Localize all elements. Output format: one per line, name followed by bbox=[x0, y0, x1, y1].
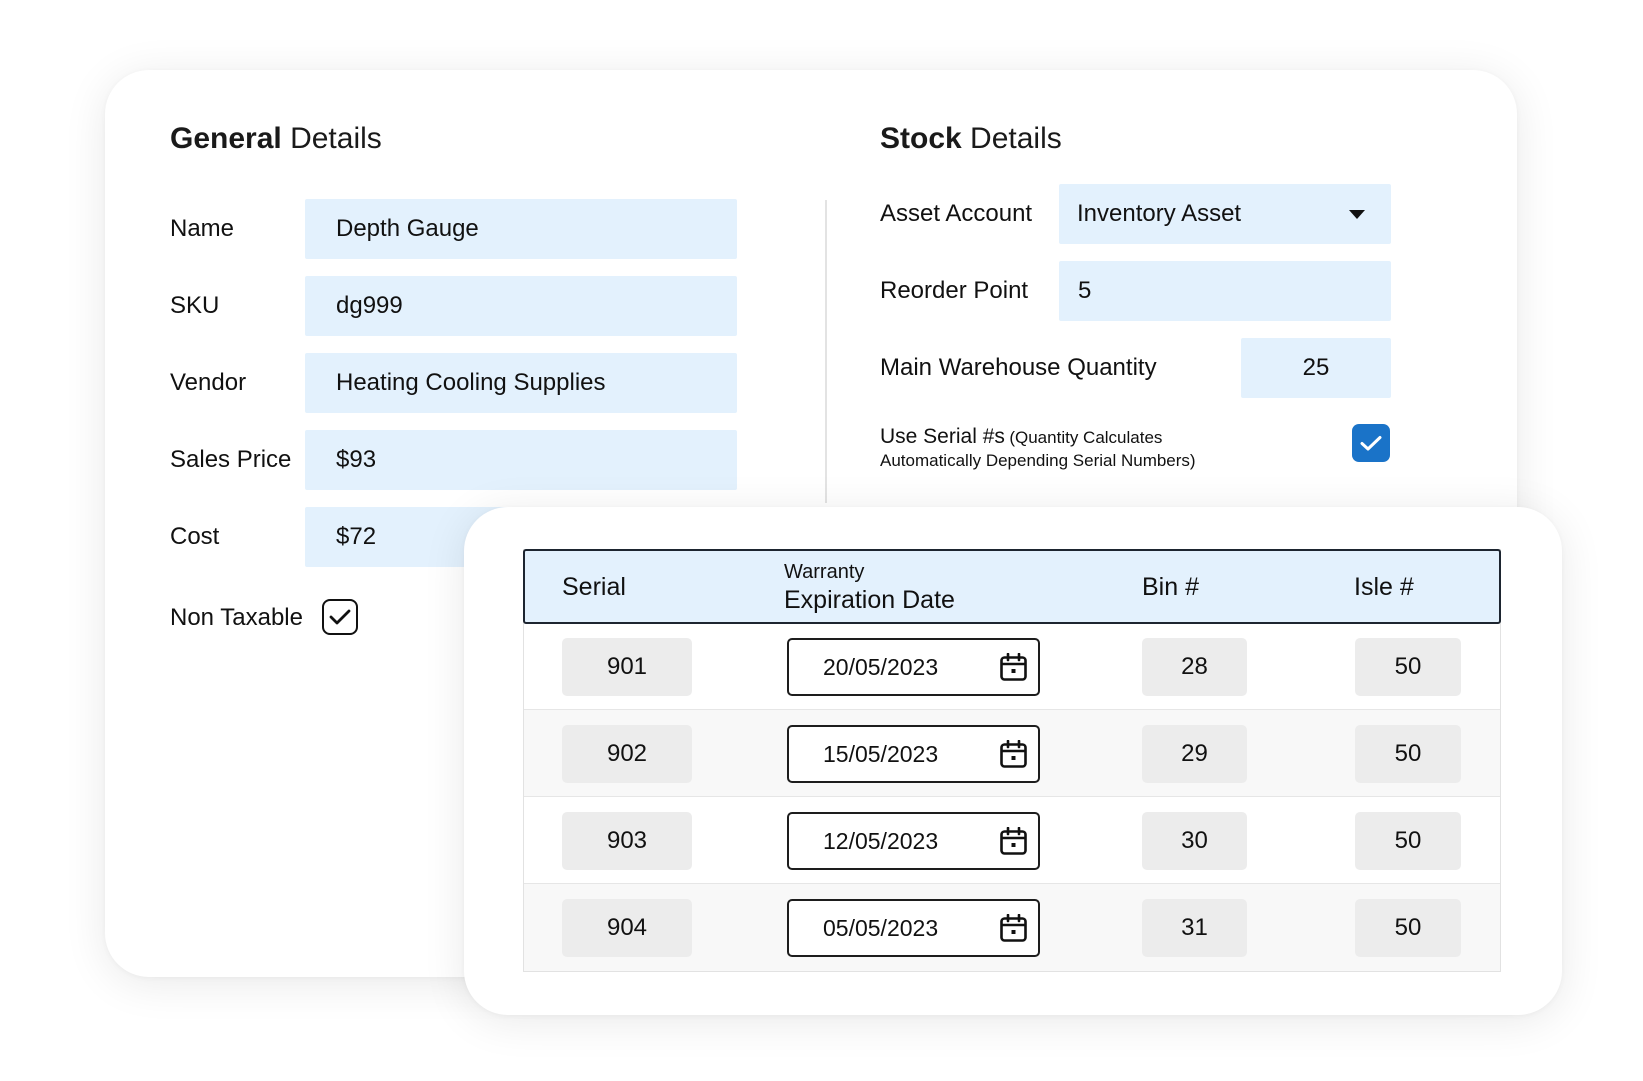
use-serial-note-line2: Automatically Depending Serial Numbers) bbox=[880, 451, 1196, 470]
main-warehouse-quantity-input[interactable] bbox=[1241, 338, 1391, 398]
asset-account-value: Inventory Asset bbox=[1077, 200, 1242, 227]
expiration-date-input[interactable] bbox=[787, 899, 1040, 957]
expiration-date-input[interactable] bbox=[787, 638, 1040, 696]
isle-cell[interactable]: 50 bbox=[1355, 812, 1461, 870]
general-title-bold: General bbox=[170, 122, 282, 155]
sku-value: dg999 bbox=[336, 292, 403, 319]
use-serial-title: Use Serial #s bbox=[880, 425, 1005, 448]
use-serial-label bbox=[880, 426, 1196, 472]
stock-details-title bbox=[880, 122, 1062, 156]
reorder-point-input[interactable] bbox=[1059, 261, 1391, 321]
reorder-point-label: Reorder Point bbox=[880, 277, 1029, 304]
cost-label: Cost bbox=[170, 523, 220, 550]
stock-title-rest: Details bbox=[970, 122, 1062, 155]
expiration-date-value: 15/05/2023 bbox=[823, 741, 939, 767]
isle-cell[interactable]: 50 bbox=[1355, 638, 1461, 696]
serial-cell[interactable]: 904 bbox=[562, 899, 692, 957]
bin-cell[interactable]: 28 bbox=[1142, 638, 1247, 696]
expiration-date-value: 20/05/2023 bbox=[823, 654, 939, 680]
non-taxable-checkbox[interactable] bbox=[322, 599, 358, 635]
cost-value: $72 bbox=[336, 523, 377, 550]
serial-cell[interactable]: 902 bbox=[562, 725, 692, 783]
stock-title-bold: Stock bbox=[880, 122, 962, 155]
calendar-icon[interactable] bbox=[999, 914, 1028, 943]
main-warehouse-quantity-label: Main Warehouse Quantity bbox=[880, 354, 1157, 381]
asset-account-label: Asset Account bbox=[880, 200, 1033, 227]
sku-label: SKU bbox=[170, 292, 220, 319]
bin-cell[interactable]: 31 bbox=[1142, 899, 1247, 957]
main-warehouse-quantity-value: 25 bbox=[1302, 354, 1330, 381]
serial-table-header bbox=[523, 549, 1501, 624]
use-serial-note-line1: (Quantity Calculates bbox=[1009, 428, 1163, 447]
serial-cell[interactable]: 903 bbox=[562, 812, 692, 870]
bin-cell[interactable]: 29 bbox=[1142, 725, 1247, 783]
header-bin: Bin # bbox=[1142, 573, 1199, 601]
sales-price-label: Sales Price bbox=[170, 446, 292, 473]
calendar-icon[interactable] bbox=[999, 827, 1028, 856]
section-divider bbox=[825, 200, 827, 503]
serial-table bbox=[523, 549, 1501, 972]
caret-down-icon bbox=[1349, 210, 1365, 219]
non-taxable-label: Non Taxable bbox=[170, 604, 303, 631]
table-row bbox=[524, 884, 1500, 971]
header-expiration-date: Expiration Date bbox=[784, 586, 955, 614]
sku-input[interactable] bbox=[305, 276, 737, 336]
asset-account-select[interactable] bbox=[1059, 184, 1391, 244]
sales-price-value: $93 bbox=[336, 446, 377, 473]
vendor-label: Vendor bbox=[170, 369, 247, 396]
vendor-input[interactable] bbox=[305, 353, 737, 413]
expiration-date-input[interactable] bbox=[787, 725, 1040, 783]
bin-cell[interactable]: 30 bbox=[1142, 812, 1247, 870]
reorder-point-value: 5 bbox=[1078, 277, 1092, 304]
checkmark-icon bbox=[1360, 435, 1382, 452]
header-isle: Isle # bbox=[1354, 573, 1414, 601]
calendar-icon[interactable] bbox=[999, 740, 1028, 769]
checkmark-icon bbox=[329, 608, 351, 626]
header-serial: Serial bbox=[562, 573, 626, 601]
table-row bbox=[524, 797, 1500, 884]
use-serial-checkbox[interactable] bbox=[1352, 424, 1390, 462]
general-title-rest: Details bbox=[290, 122, 382, 155]
name-input[interactable] bbox=[305, 199, 737, 259]
expiration-date-input[interactable] bbox=[787, 812, 1040, 870]
table-row bbox=[524, 710, 1500, 797]
isle-cell[interactable]: 50 bbox=[1355, 899, 1461, 957]
name-label: Name bbox=[170, 215, 235, 242]
isle-cell[interactable]: 50 bbox=[1355, 725, 1461, 783]
sales-price-input[interactable] bbox=[305, 430, 737, 490]
expiration-date-value: 12/05/2023 bbox=[823, 828, 939, 854]
serial-cell[interactable]: 901 bbox=[562, 638, 692, 696]
name-value: Depth Gauge bbox=[336, 215, 479, 242]
header-warranty-small: Warranty bbox=[784, 561, 865, 583]
general-details-title bbox=[170, 122, 382, 156]
vendor-value: Heating Cooling Supplies bbox=[336, 369, 606, 396]
table-row bbox=[524, 623, 1500, 710]
expiration-date-value: 05/05/2023 bbox=[823, 915, 939, 941]
calendar-icon[interactable] bbox=[999, 653, 1028, 682]
